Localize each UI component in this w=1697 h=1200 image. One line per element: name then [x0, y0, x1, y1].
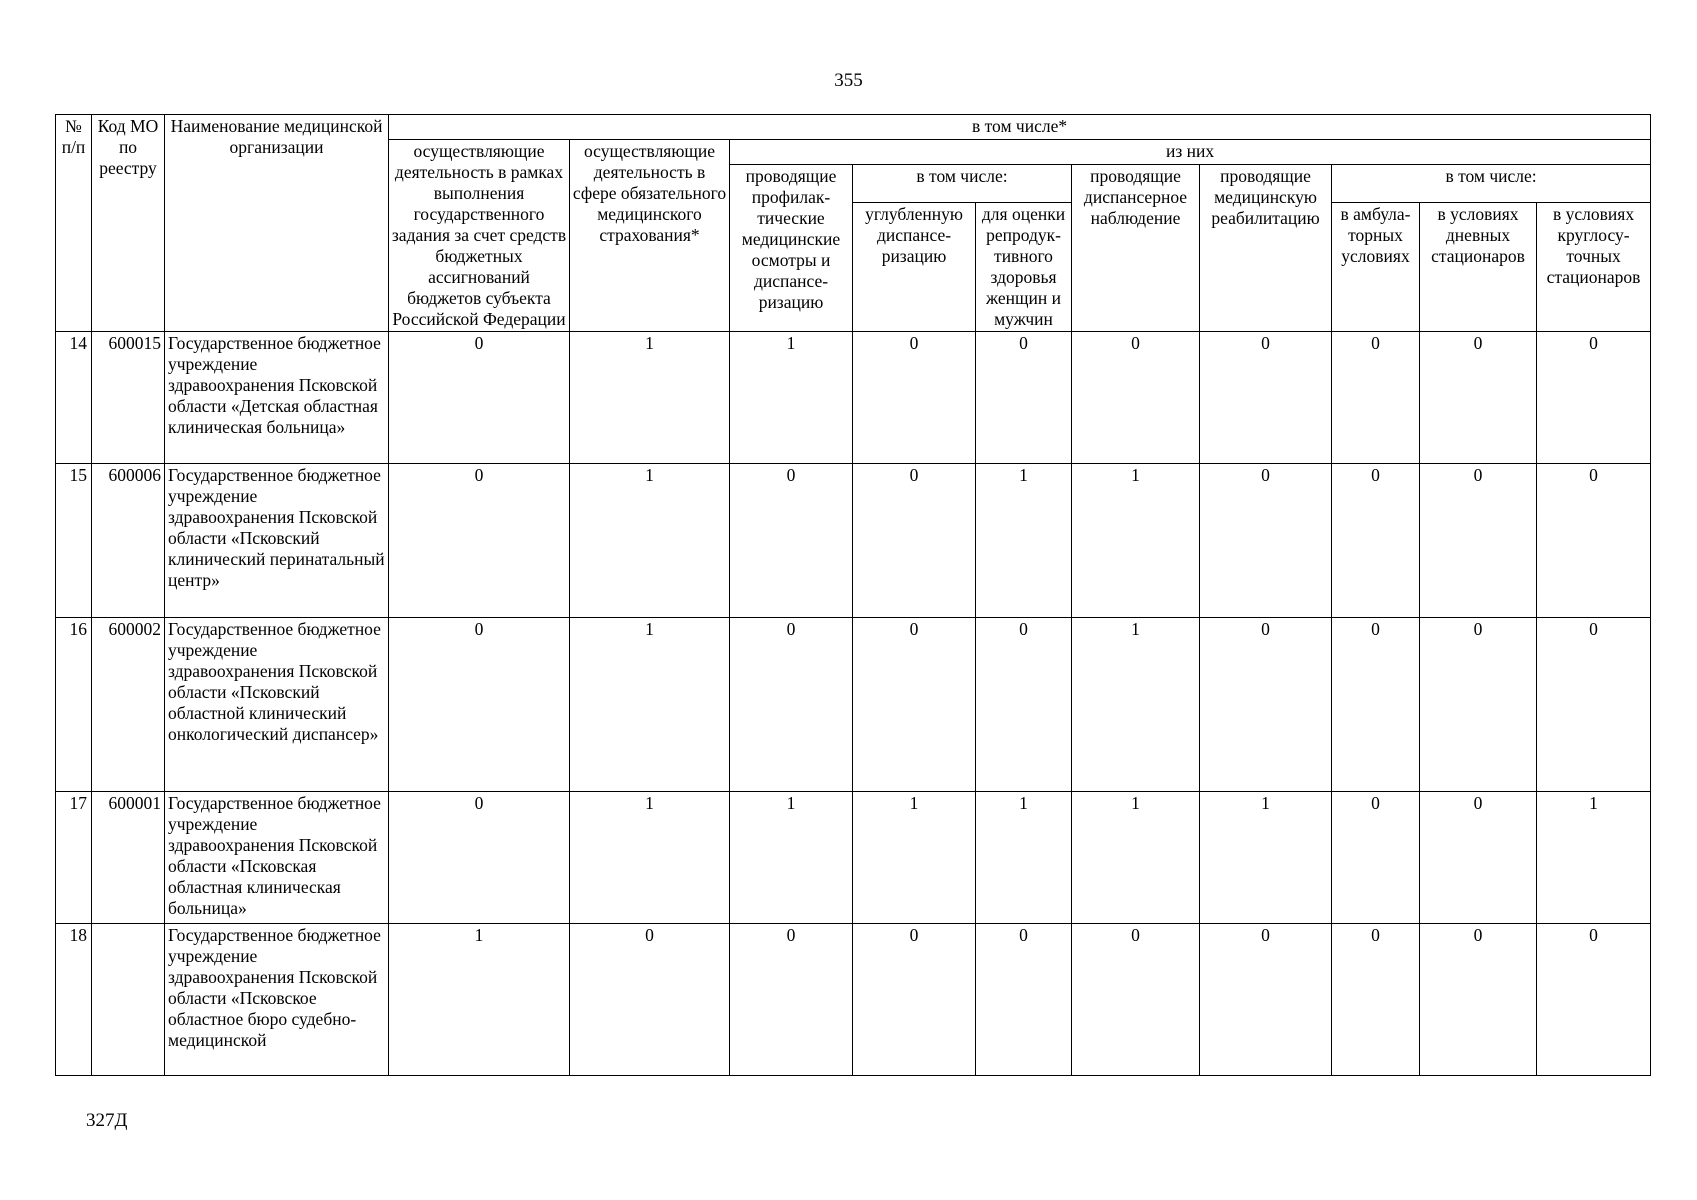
header-rehab: проводящие медицинскую реабилитацию	[1200, 165, 1332, 332]
row-code: 600001	[92, 792, 165, 924]
row-value-cell: 0	[853, 464, 976, 618]
table-header	[56, 115, 1651, 332]
row-value-cell: 1	[976, 464, 1072, 618]
row-value-cell: 0	[1332, 792, 1420, 924]
row-value-cell: 1	[570, 618, 730, 792]
row-value-cell: 1	[570, 464, 730, 618]
row-value-cell: 1	[389, 924, 570, 1076]
row-org-name: Государственное бюджетное учреждение здравоохранения Псковской области «Псковский областной клинический онкологический диспансер»	[165, 618, 389, 792]
row-value-cell: 0	[1537, 332, 1651, 464]
row-value-cell: 1	[1200, 792, 1332, 924]
row-value-cell: 0	[1420, 464, 1537, 618]
row-value-cell: 1	[730, 332, 853, 464]
row-num: 18	[56, 924, 92, 1076]
row-num: 15	[56, 464, 92, 618]
row-value-cell: 0	[1332, 924, 1420, 1076]
row-num: 16	[56, 618, 92, 792]
row-org-name: Государственное бюджетное учреждение здравоохранения Псковской области «Псковское областное бюро судебно-медицинской	[165, 924, 389, 1076]
table-row	[56, 792, 1651, 924]
row-value-cell: 0	[1332, 464, 1420, 618]
row-org-name: Государственное бюджетное учреждение здравоохранения Псковской области «Псковский клинический перинатальный центр»	[165, 464, 389, 618]
row-value-cell: 0	[1537, 464, 1651, 618]
row-code: 600015	[92, 332, 165, 464]
row-value-cell: 0	[1200, 464, 1332, 618]
header-repro: для оценки репродук-тивного здоровья женщин и мужчин	[976, 203, 1072, 332]
row-value-cell: 0	[389, 618, 570, 792]
header-amb: в амбула-торных условиях	[1332, 203, 1420, 332]
row-value-cell: 0	[1072, 924, 1200, 1076]
row-value-cell: 0	[853, 924, 976, 1076]
footer-code: 327Д	[86, 1110, 128, 1131]
row-value-cell: 0	[976, 924, 1072, 1076]
row-value-cell: 1	[570, 332, 730, 464]
row-value-cell: 0	[1332, 332, 1420, 464]
row-value-cell: 1	[1072, 792, 1200, 924]
header-code: Код МО по реестру	[92, 115, 165, 332]
row-org-name: Государственное бюджетное учреждение здравоохранения Псковской области «Псковская областная клиническая больница»	[165, 792, 389, 924]
table-row	[56, 464, 1651, 618]
header-group-total: в том числе*	[389, 115, 1651, 140]
row-value-cell: 1	[1537, 792, 1651, 924]
row-value-cell: 1	[853, 792, 976, 924]
header-day: в условиях дневных стационаров	[1420, 203, 1537, 332]
header-group-incl-1: в том числе:	[853, 165, 1072, 203]
row-value-cell: 0	[730, 924, 853, 1076]
table-row	[56, 332, 1651, 464]
row-value-cell: 0	[1072, 332, 1200, 464]
row-value-cell: 0	[976, 332, 1072, 464]
row-value-cell: 0	[1200, 332, 1332, 464]
row-num: 14	[56, 332, 92, 464]
header-group-incl-2: в том числе:	[1332, 165, 1651, 203]
row-value-cell: 0	[1420, 792, 1537, 924]
row-value-cell: 0	[1332, 618, 1420, 792]
row-value-cell: 0	[389, 792, 570, 924]
row-value-cell: 1	[1072, 618, 1200, 792]
row-value-cell: 0	[389, 332, 570, 464]
medical-organizations-table	[55, 114, 1651, 1076]
row-value-cell: 0	[1200, 618, 1332, 792]
row-code: 600002	[92, 618, 165, 792]
row-value-cell: 0	[1420, 618, 1537, 792]
row-value-cell: 0	[976, 618, 1072, 792]
row-value-cell: 0	[730, 464, 853, 618]
row-value-cell: 0	[1200, 924, 1332, 1076]
row-value-cell: 0	[389, 464, 570, 618]
row-num: 17	[56, 792, 92, 924]
row-code	[92, 924, 165, 1076]
row-value-cell: 0	[570, 924, 730, 1076]
row-org-name: Государственное бюджетное учреждение здравоохранения Псковской области «Детская областная клиническая больница»	[165, 332, 389, 464]
row-value-cell: 0	[1537, 924, 1651, 1076]
header-oms: осуществляющие деятельность в сфере обязательного медицинского страхования*	[570, 140, 730, 332]
header-prof: проводящие профилак-тические медицинские осмотры и диспансе-ризацию	[730, 165, 853, 332]
header-name: Наименование медицинской организации	[165, 115, 389, 332]
row-value-cell: 1	[730, 792, 853, 924]
table-body	[56, 332, 1651, 1076]
row-value-cell: 0	[1420, 924, 1537, 1076]
row-value-cell: 1	[1072, 464, 1200, 618]
header-round: в условиях круглосу-точных стационаров	[1537, 203, 1651, 332]
table-row	[56, 924, 1651, 1076]
header-deep: углубленную диспансе-ризацию	[853, 203, 976, 332]
header-disp: проводящие диспансерное наблюдение	[1072, 165, 1200, 332]
row-value-cell: 0	[730, 618, 853, 792]
page-number: 355	[834, 70, 863, 91]
row-code: 600006	[92, 464, 165, 618]
header-group-of-them: из них	[730, 140, 1651, 165]
row-value-cell: 0	[1537, 618, 1651, 792]
row-value-cell: 1	[976, 792, 1072, 924]
table-row	[56, 618, 1651, 792]
header-num: № п/п	[56, 115, 92, 332]
row-value-cell: 0	[853, 618, 976, 792]
header-state-task: осуществляющие деятельность в рамках выполнения государственного задания за счет средств бюджетных ассигнований бюджетов субъекта Российской Федерации	[389, 140, 570, 332]
row-value-cell: 0	[853, 332, 976, 464]
row-value-cell: 0	[1420, 332, 1537, 464]
row-value-cell: 1	[570, 792, 730, 924]
